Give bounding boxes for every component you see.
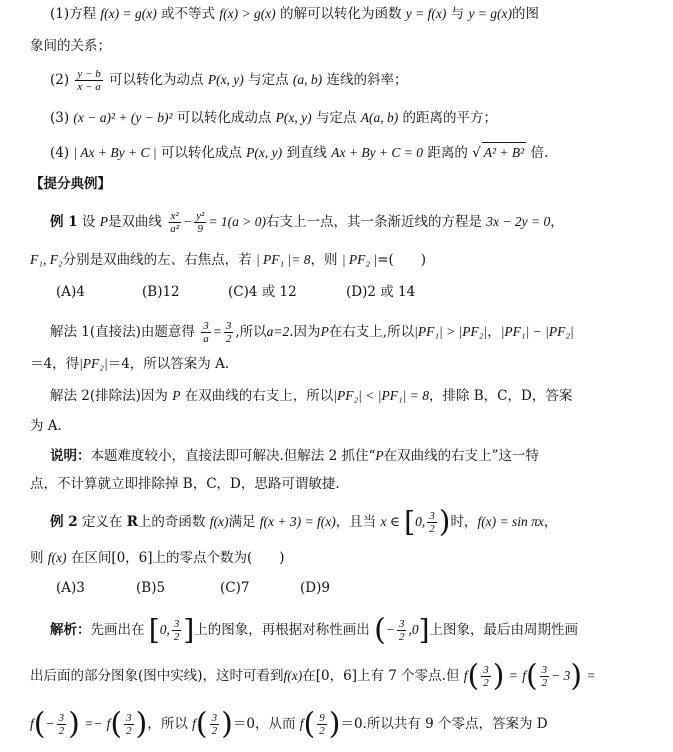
text: 距离的 — [427, 145, 468, 161]
text: 上图象，最后由周期性画 — [429, 622, 578, 638]
denominator: a² — [170, 223, 180, 235]
sqrt-sign: √ — [472, 145, 481, 161]
denominator: 2 — [483, 677, 489, 689]
text: 连线的斜率； — [326, 72, 408, 88]
analysis-line-3 — [30, 706, 548, 742]
math: 3x − 2y = 0 — [486, 214, 551, 229]
numerator: y − b — [77, 68, 101, 80]
math: − — [183, 214, 193, 229]
text: ,所以 — [235, 324, 267, 340]
text: 可以转化成动点 — [176, 110, 272, 126]
text: 出后面的部分图象(图中实线)，这时可看到 — [30, 668, 284, 684]
solution-1-line-2 — [30, 354, 229, 374]
example-1-line-2 — [30, 250, 426, 270]
paren: ) — [492, 658, 505, 694]
text: 解法 2(排除法)因为 — [50, 388, 168, 404]
fraction — [201, 320, 211, 345]
numerator: 3 — [429, 510, 435, 522]
paren: ( — [467, 658, 480, 694]
text: ＝0.所以共有 9 个零点，答案为 D — [340, 716, 548, 732]
paren: ( — [195, 706, 208, 742]
fraction — [168, 210, 181, 235]
math: f — [299, 716, 304, 731]
numerator: 3 — [58, 712, 65, 724]
paren: ( — [525, 658, 538, 694]
solution-2-line-2 — [30, 416, 62, 436]
sqrt-content: A² + B² — [482, 142, 526, 163]
item-4-line — [50, 142, 548, 163]
bracket: ( — [374, 612, 386, 648]
math: P — [172, 388, 181, 403]
text: 是双曲线 — [107, 214, 162, 230]
math: |PF₂| — [79, 356, 108, 371]
analysis-line-1 — [50, 612, 578, 648]
item-1-label: (1)方程 — [50, 6, 97, 22]
option-c: (C)4 或 12 — [228, 284, 297, 300]
math: f(x) — [209, 514, 229, 529]
math: − — [385, 622, 395, 637]
text: 满足 — [228, 514, 256, 530]
text: 分别是双曲线的左、右焦点，若 — [62, 252, 252, 268]
text: ， — [543, 514, 558, 530]
text: ，排除 B，C，D，答案 — [428, 388, 573, 404]
note-label: 说明： — [50, 448, 91, 464]
text: 在右支上,所以 — [328, 324, 415, 340]
numerator: 3 — [173, 618, 180, 630]
fraction — [210, 712, 220, 737]
math: f(x + 3) = f(x) — [259, 514, 336, 529]
example-2-label: 例 2 — [50, 514, 78, 530]
text: 或不等式 — [161, 6, 216, 22]
math: A(a, b) — [360, 110, 399, 125]
text: 与定点 — [315, 110, 357, 126]
solution-1-line-1 — [50, 320, 574, 345]
math: − 3 — [551, 668, 571, 683]
text: 的解可以转化为函数 — [279, 6, 402, 22]
fraction — [194, 210, 206, 235]
text: 在区间[0，6]上的零点个数为( ) — [70, 550, 285, 566]
text: 可以转化为动点 — [109, 72, 204, 88]
item-3-line — [50, 108, 497, 128]
text: 象间的关系； — [30, 38, 111, 54]
fraction — [317, 712, 327, 737]
item-3-label: (3) — [50, 110, 70, 126]
paren: ) — [135, 706, 148, 742]
denominator: 2 — [319, 725, 325, 737]
paren: ( — [110, 706, 123, 742]
text: 先画出在 — [90, 622, 145, 638]
math: P — [320, 324, 329, 339]
math: =− — [84, 716, 103, 731]
option-b: (B)12 — [142, 284, 180, 300]
example-2-line-2 — [30, 548, 285, 568]
text: 在双曲线的右支上，所以 — [184, 388, 334, 404]
text: .因为 — [289, 324, 321, 340]
text: ，则 — [310, 252, 338, 268]
math: 0, — [159, 622, 170, 637]
denominator: 2 — [173, 631, 180, 643]
text: 时， — [450, 514, 478, 530]
math: | Ax + By + C | — [73, 145, 157, 160]
numerator: 3 — [211, 712, 218, 724]
math: F₁, F₂ — [30, 252, 63, 267]
example-2-line-1 — [50, 504, 558, 540]
text: 的距离的平方； — [402, 110, 498, 126]
fraction — [427, 510, 437, 535]
text: 与定点 — [248, 72, 289, 88]
numerator: y² — [196, 210, 205, 222]
text: =( ) — [377, 252, 427, 268]
fraction — [481, 664, 491, 689]
item-1-line-2 — [30, 36, 111, 56]
math: P(x, y) — [207, 72, 244, 87]
math: P — [99, 214, 108, 229]
math: ,0 — [408, 622, 419, 637]
fraction — [397, 618, 407, 643]
denominator: 2 — [211, 725, 218, 737]
text: 则 — [30, 550, 44, 566]
paren: ) — [570, 658, 583, 694]
text: 可以转化成点 — [160, 145, 242, 161]
math: y = g(x) — [468, 6, 513, 21]
math: 0, — [415, 514, 426, 529]
text: ＝0，从而 — [232, 716, 296, 732]
text: ＝4，所以答案为 A. — [107, 356, 230, 372]
text: 到直线 — [286, 145, 327, 161]
denominator: 2 — [398, 631, 405, 643]
text: 倍. — [530, 145, 549, 161]
option-d: (D)2 或 14 — [346, 284, 416, 300]
paren: ) — [328, 706, 341, 742]
fraction — [75, 68, 102, 93]
math: P(x, y) — [275, 110, 312, 125]
bracket: [ — [148, 613, 160, 647]
option-c: (C)7 — [220, 580, 250, 596]
denominator: 9 — [197, 223, 204, 235]
text: ，且当 — [335, 514, 377, 530]
math: | PF₁ |= 8 — [255, 252, 311, 267]
text: ， — [550, 214, 564, 230]
numerator: x² — [170, 210, 179, 222]
text: 上的奇函数 — [137, 514, 206, 530]
example-1-label: 例 1 — [50, 214, 78, 230]
math: (x − a)² + (y − b)² — [73, 110, 173, 125]
math: x ∈ — [380, 514, 400, 529]
fraction — [124, 712, 134, 737]
denominator: a — [203, 333, 209, 345]
example-1-line-1 — [50, 210, 564, 235]
math: R — [126, 514, 138, 530]
math: f(x) — [283, 668, 303, 683]
text: 上的图象，再根据对称性画出 — [194, 622, 370, 638]
math: = — [586, 668, 596, 683]
fraction — [540, 664, 550, 689]
analysis-label: 解析： — [50, 622, 91, 638]
text: ， — [487, 324, 501, 340]
math: a=2 — [266, 324, 290, 339]
math: f(x) = sin πx — [477, 514, 544, 529]
text: 为 A. — [30, 418, 62, 434]
denominator: 2 — [429, 523, 435, 535]
numerator: 9 — [319, 712, 325, 724]
option-a: (A)4 — [56, 284, 85, 300]
note-line-1 — [50, 446, 539, 466]
note-line-2 — [30, 474, 340, 494]
option-a: (A)3 — [56, 580, 85, 596]
text: 定义在 — [81, 514, 123, 530]
option-b: (B)5 — [136, 580, 166, 596]
math: P — [375, 448, 384, 463]
item-2-label: (2) — [50, 72, 70, 88]
text: 设 — [81, 214, 96, 230]
analysis-line-2 — [30, 658, 596, 694]
math: = — [212, 324, 222, 339]
fraction — [57, 712, 67, 737]
item-4-label: (4) — [50, 145, 70, 161]
numerator: 3 — [483, 664, 489, 676]
text: 的图 — [512, 6, 540, 22]
math: f — [463, 668, 468, 683]
text: 解法 1(直接法)由题意得 — [50, 324, 195, 340]
denominator: 2 — [126, 725, 132, 737]
math: |PF₂| < |PF₁| = 8 — [333, 388, 429, 403]
math: = — [508, 668, 518, 683]
math: − — [45, 716, 55, 731]
text: 本题难度较小，直接法即可解决.但解法 2 抓住“ — [90, 448, 376, 464]
fraction — [172, 618, 182, 643]
bracket: ] — [418, 613, 430, 647]
section-title-text: 【提分典例】 — [30, 176, 111, 192]
denominator: 2 — [541, 677, 548, 689]
text: 右支上一点，其一条渐近线的方程是 — [265, 214, 482, 230]
paren: ( — [303, 706, 316, 742]
numerator: 3 — [398, 618, 405, 630]
math: | PF₂ | — [341, 252, 378, 267]
text: 在双曲线的右支上”这一特 — [383, 448, 540, 464]
math: f(x) > g(x) — [219, 6, 276, 21]
text: 在[0，6]上有 7 个零点.但 — [302, 668, 460, 684]
text: ，所以 — [147, 716, 188, 732]
item-2-line — [50, 68, 407, 93]
math: f — [106, 716, 111, 731]
numerator: 3 — [225, 320, 232, 332]
math: y = f(x) — [405, 6, 447, 21]
section-title — [30, 174, 111, 194]
option-d: (D)9 — [300, 580, 330, 596]
item-1-line-1 — [50, 4, 539, 24]
numerator: 3 — [541, 664, 548, 676]
solution-2-line-1 — [50, 386, 572, 406]
bracket: ) — [438, 504, 451, 540]
text: ＝4，得 — [30, 356, 80, 372]
numerator: 3 — [126, 712, 132, 724]
math: f — [192, 716, 196, 731]
math: |PF₁| − |PF₂| — [500, 324, 574, 339]
paren: ) — [221, 706, 233, 742]
math: f(x) — [47, 550, 67, 565]
denominator: 2 — [225, 333, 232, 345]
math: f — [522, 668, 526, 683]
math: P(x, y) — [246, 145, 283, 160]
denominator: 2 — [58, 725, 65, 737]
text: 点，不计算就立即排除掉 B，C，D，思路可谓敏捷. — [30, 476, 340, 492]
math: = 1(a > 0) — [208, 214, 266, 229]
text: 与 — [450, 6, 465, 22]
bracket: ] — [183, 613, 195, 647]
math: (a, b) — [292, 72, 323, 87]
math: Ax + By + C = 0 — [331, 145, 424, 160]
paren: ( — [33, 706, 46, 742]
math: f — [30, 716, 34, 731]
numerator: 3 — [203, 320, 209, 332]
math: |PF₁| > |PF₂| — [414, 324, 488, 339]
denominator: x − a — [77, 81, 101, 93]
math: f(x) = g(x) — [100, 6, 157, 21]
fraction — [224, 320, 234, 345]
bracket: [ — [404, 505, 416, 539]
paren: ) — [68, 706, 80, 742]
